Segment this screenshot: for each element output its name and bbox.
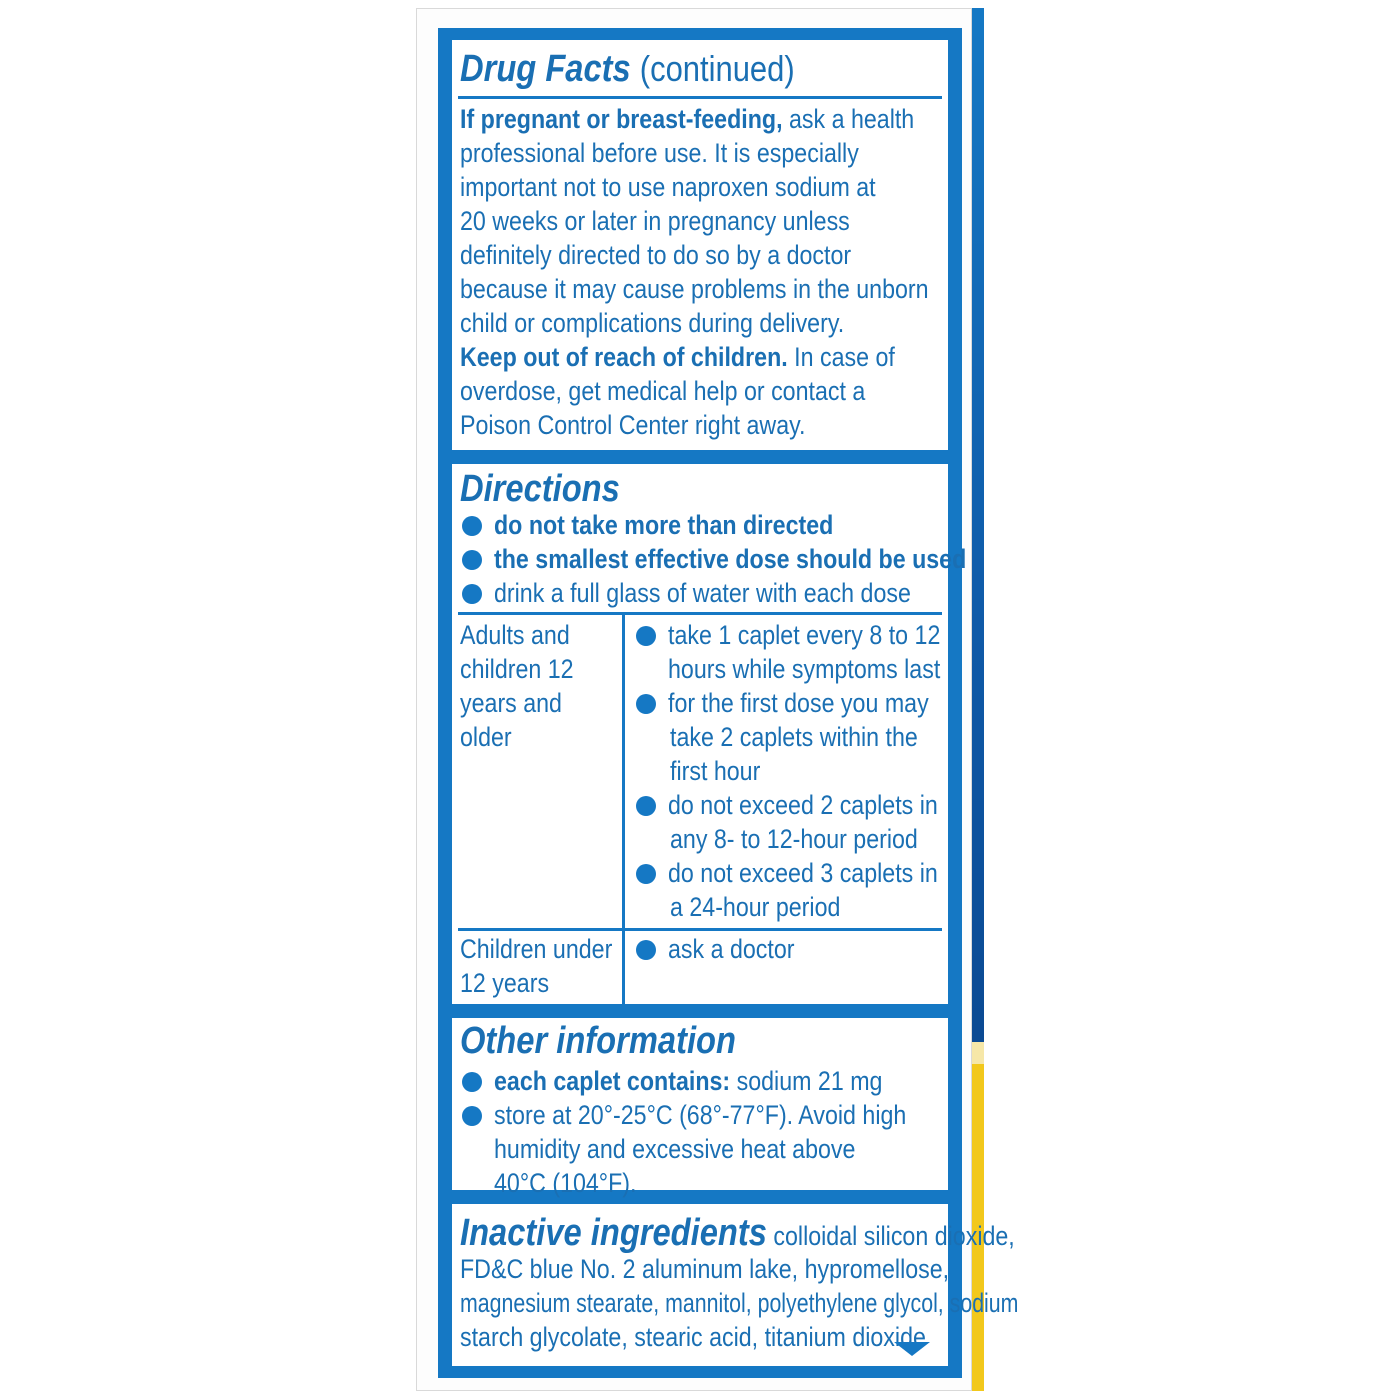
other-information-title: Other information bbox=[460, 1020, 736, 1062]
adult-instruction: any 8- to 12-hour period bbox=[670, 824, 918, 854]
sodium-value: sodium 21 mg bbox=[736, 1066, 883, 1096]
group-label-children: Children under bbox=[460, 934, 613, 964]
pregnancy-line: child or complications during delivery. bbox=[460, 308, 845, 338]
directions-table-row-rule bbox=[458, 928, 942, 931]
pregnancy-text: ask a health bbox=[789, 104, 915, 134]
other-information-box bbox=[452, 1018, 948, 1198]
bullet-icon bbox=[462, 516, 482, 536]
adult-instruction: for the first dose you may bbox=[668, 688, 929, 718]
bullet-icon bbox=[636, 796, 656, 816]
group-label-adults: children 12 bbox=[460, 654, 574, 684]
group-label-adults: years and bbox=[460, 688, 562, 718]
adult-instruction: take 1 caplet every 8 to 12 bbox=[668, 620, 941, 650]
inactive-text: colloidal silicon dioxide, bbox=[773, 1221, 1015, 1251]
directions-box bbox=[452, 464, 967, 1004]
bullet-icon bbox=[462, 1106, 482, 1126]
pregnancy-bold-lead: If pregnant or breast-feeding, bbox=[460, 104, 783, 134]
adult-instruction: hours while symptoms last bbox=[668, 654, 941, 684]
carton-edge-strip bbox=[972, 8, 984, 1391]
adult-instruction: a 24-hour period bbox=[670, 892, 841, 922]
keep-out-line: overdose, get medical help or contact a bbox=[460, 376, 866, 406]
drug-facts-title-text: Drug Facts bbox=[460, 48, 631, 90]
adult-instruction: do not exceed 3 caplets in bbox=[668, 858, 938, 888]
direction-bullet: do not take more than directed bbox=[494, 510, 834, 540]
edge-blue-band bbox=[972, 8, 984, 1042]
inactive-line: starch glycolate, stearic acid, titanium dioxide bbox=[460, 1322, 926, 1352]
group-label-adults: Adults and bbox=[460, 620, 570, 650]
continued-arrow-icon bbox=[894, 1342, 930, 1356]
other-info-storage: 40°C (104°F). bbox=[494, 1168, 637, 1198]
directions-table-divider bbox=[622, 614, 625, 1004]
title-rule bbox=[458, 96, 942, 99]
pregnancy-line: professional before use. It is especially bbox=[460, 138, 859, 168]
directions-table-top-rule bbox=[458, 612, 942, 615]
direction-bullet: the smallest effective dose should be used bbox=[494, 544, 967, 574]
sodium-bold-lead: each caplet contains: bbox=[494, 1066, 731, 1096]
pregnancy-line: important not to use naproxen sodium at bbox=[460, 172, 876, 202]
adult-instruction: first hour bbox=[670, 756, 761, 786]
directions-title: Directions bbox=[460, 468, 620, 510]
other-info-storage: humidity and excessive heat above bbox=[494, 1134, 856, 1164]
pregnancy-line: 20 weeks or later in pregnancy unless bbox=[460, 206, 850, 236]
bullet-icon bbox=[636, 694, 656, 714]
pregnancy-line: definitely directed to do so by a doctor bbox=[460, 240, 852, 270]
adult-instruction: take 2 caplets within the bbox=[670, 722, 918, 752]
inactive-line: magnesium stearate, mannitol, polyethylene glycol, sodium bbox=[460, 1288, 1019, 1318]
direction-bullet: drink a full glass of water with each dose bbox=[494, 578, 911, 608]
inactive-line: FD&C blue No. 2 aluminum lake, hypromellose, bbox=[460, 1254, 950, 1284]
warnings-box bbox=[452, 40, 948, 450]
keep-out-bold-lead: Keep out of reach of children. bbox=[460, 342, 788, 372]
group-label-adults: older bbox=[460, 722, 512, 752]
bullet-icon bbox=[462, 584, 482, 604]
drug-facts-subtitle: (continued) bbox=[639, 48, 795, 89]
bullet-icon bbox=[636, 940, 656, 960]
keep-out-text: In case of bbox=[794, 342, 895, 372]
other-info-storage: store at 20°-25°C (68°-77°F). Avoid high bbox=[494, 1100, 907, 1130]
bullet-icon bbox=[636, 626, 656, 646]
keep-out-line-1 bbox=[460, 340, 895, 374]
pregnancy-line: because it may cause problems in the unborn bbox=[460, 274, 929, 304]
inactive-ingredients-box bbox=[452, 1204, 1019, 1366]
drug-facts-title bbox=[460, 48, 795, 90]
other-info-item-sodium bbox=[494, 1064, 882, 1098]
bullet-icon bbox=[462, 1072, 482, 1092]
pregnancy-line-1 bbox=[460, 102, 914, 136]
inactive-line-1 bbox=[460, 1212, 1015, 1254]
keep-out-line: Poison Control Center right away. bbox=[460, 410, 806, 440]
bullet-icon bbox=[636, 864, 656, 884]
adult-instruction: do not exceed 2 caplets in bbox=[668, 790, 938, 820]
bullet-icon bbox=[462, 550, 482, 570]
group-label-children: 12 years bbox=[460, 968, 550, 998]
children-instruction: ask a doctor bbox=[668, 934, 795, 964]
edge-pale-band bbox=[972, 1042, 984, 1064]
drug-facts-label bbox=[438, 28, 1019, 1378]
inactive-ingredients-title: Inactive ingredients bbox=[460, 1212, 767, 1254]
